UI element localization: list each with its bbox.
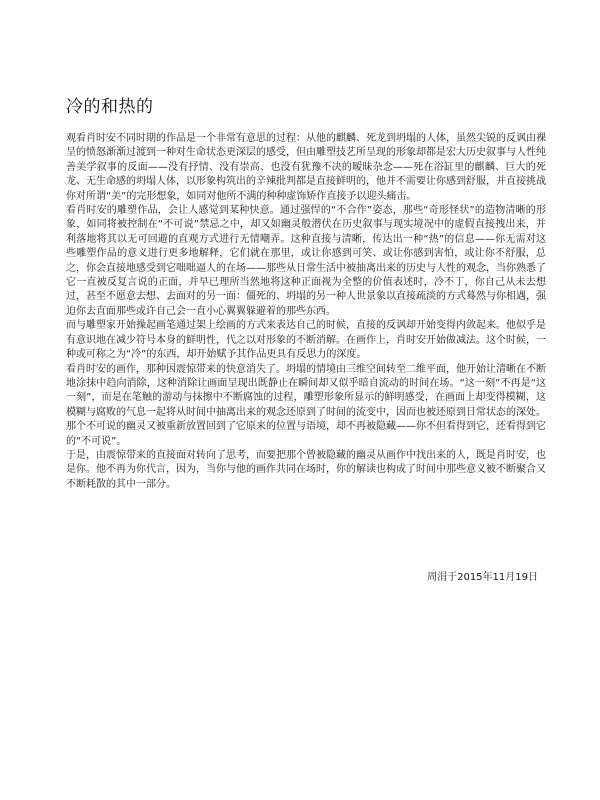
paragraph: 看肖时安的雕塑作品，会让人感觉到某种快意。通过强悍的“不合作”姿态，那些“奇形怪状”的造物清晰的形象，如同将被控制在“不可说”禁忌之中，却又如幽灵般潜伏在历史叙事与现实境况中的虚假直接拽出来，并利落地将其以无可回避的直观方式进行无情嘲弄。这种直接与清晰，传达出一种“热”的信息——你无需对这些雕塑作品的意义进行更多地解释，它们就在那里，或让你感到可笑、或让你感到害怕，或让你不舒服，总之，你会直接地感受到它咄咄逼人的在场——那些从日常生活中被抽离出来的历史与人性的观念，当你熟悉了它一直被反复言说的正面，并早已理所当然地将这种正面视为全整的价值表述时，冷不丁，你自己从未去想过，甚至不愿意去想、去面对的另一面：僵死的、坍塌的另一种人世景象以直接疏淡的方式蓦然与你相遇，强迫你去直面那些或许自己会一直小心翼翼躲避着的那些东西。 [66, 205, 546, 317]
paragraph: 看肖时安的画作，那种因震惊带来的快意消失了。坍塌的情境由三维空间转至二维平面，他开始让清晰在不断地涂抹中趋向消除，这种消除让画面呈现出既静止在瞬间却又似乎暗自流动的时间在场。“这一刻”不再是“这一刻”，而是在笔触的游动与抹擦中不断腐蚀的过程，雕塑形象所显示的鲜明感受，在画面上却变得模糊，这模糊与腐败的气息一起将从时间中抽离出来的观念还原到了时间的流变中，因而也被还原到日常状态的深处。那个不可说的幽灵又被重新放置回到了它原来的位置与语境，却不再被隐藏——你不但看得到它，还看得到它的“不可说”。 [66, 363, 546, 447]
paragraph: 于是，由震惊带来的直接面对转向了思考，而要把那个曾被隐藏的幽灵从画作中找出来的人，既是肖时安，也是你。他不再为你代言，因为，当你与他的画作共同在场时，你的解读也构成了时间中那些意义被不断聚合又不断耗散的其中一部分。 [66, 449, 546, 490]
paragraph: 观看肖时安不同时期的作品是一个非常有意思的过程：从他的麒麟、死龙到坍塌的人体，虽然尖锐的反讽由裸呈的愤怒渐渐过渡到一种对生命状态更深层的感受，但由雕塑技艺所呈现的形象却都是宏大历史叙事与人性纯善美学叙事的反面——没有抒情、没有崇高、也没有犹豫不决的暧昧杂念——死在浴缸里的麒麟、巨大的死龙、无生命感的坍塌人体，以形象构筑出的辛辣批判都是直接鲜明的，他并不需要让你感到舒服，并直接挑战你对所谓“美”的完形想象，如同对他所不满的种种虚饰矫作直接予以迎头痛击。 [66, 133, 546, 202]
author-signature-date: 周涓于2015年11月19日 [427, 572, 538, 583]
document-title: 冷的和热的 [66, 97, 154, 117]
document-body [66, 132, 546, 492]
paragraph: 而与雕塑家开始操起画笔通过架上绘画的方式来表达自己的时候，直接的反讽却开始变得内敛起来。他似乎是有意识地在减少符号本身的鲜明性，代之以对形象的不断消解。在画作上，肖时安开始做减法。这个时候，一种或可称之为“冷”的东西，却开始赋予其作品更具有反思力的深度。 [66, 320, 546, 361]
